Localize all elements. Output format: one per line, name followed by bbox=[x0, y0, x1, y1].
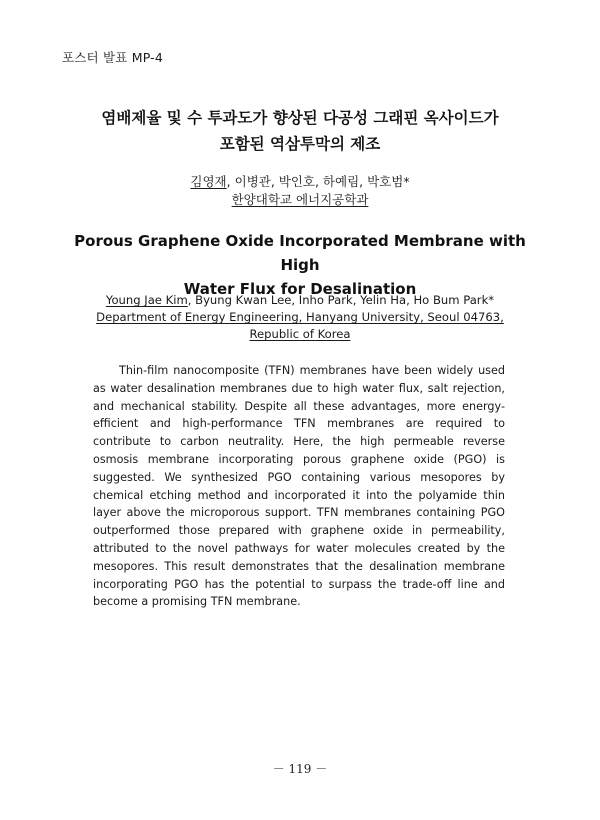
english-first-author: Young Jae Kim bbox=[105, 293, 188, 307]
korean-title-line-1: 염배제율 및 수 투과도가 향상된 다공성 그래핀 옥사이드가 bbox=[101, 109, 499, 127]
page-number: － 119 － bbox=[272, 762, 328, 776]
korean-affiliation: 한양대학교 에너지공학과 bbox=[231, 192, 369, 207]
english-author-block bbox=[60, 292, 540, 343]
english-affiliation-line-1: Department of Energy Engineering, Hanyang University, Seoul 04763, bbox=[96, 310, 504, 324]
english-author-list bbox=[60, 292, 540, 309]
english-title-line-1: Porous Graphene Oxide Incorporated Membrane with High bbox=[74, 232, 526, 274]
korean-author-block bbox=[60, 173, 540, 209]
english-affiliation-line-2: Republic of Korea bbox=[249, 327, 351, 341]
korean-first-author: 김영재 bbox=[190, 174, 227, 189]
korean-title bbox=[60, 105, 540, 157]
session-label: 포스터 발표 MP-4 bbox=[62, 50, 164, 65]
abstract-paragraph: Thin-film nanocomposite (TFN) membranes have been widely used as water desalination membranes due to high water flux, salt rejection, and mechanical stability. Despite all these advantages, more energy-efficient and high-performance TFN membranes are required to contribute to carbon neutrality. Here, the high permeable reverse osmosis membrane incorporating porous graphene oxide (PGO) is suggested. We synthesized PGO containing various mesopores by chemical etching method and incorporated it into the polyamide thin layer above the microporous support. TFN membranes containing PGO outperformed those prepared with graphene oxide in permeability, attributed to the novel pathways for water molecules created by the mesopores. This result demonstrates that the desalination membrane incorporating PGO has the potential to surpass the trade-off line and become a promising TFN membrane. bbox=[93, 364, 505, 609]
english-other-authors: , Byung Kwan Lee, Inho Park, Yelin Ha, Ho Bum Park* bbox=[187, 293, 495, 307]
english-title-line-2: Water Flux for Desalination bbox=[183, 280, 417, 298]
korean-title-line-2: 포함된 역삼투막의 제조 bbox=[219, 135, 381, 153]
english-title bbox=[60, 229, 540, 301]
korean-author-list bbox=[60, 173, 540, 191]
korean-other-authors: , 이병관, 박인호, 하예림, 박호범* bbox=[226, 174, 410, 189]
